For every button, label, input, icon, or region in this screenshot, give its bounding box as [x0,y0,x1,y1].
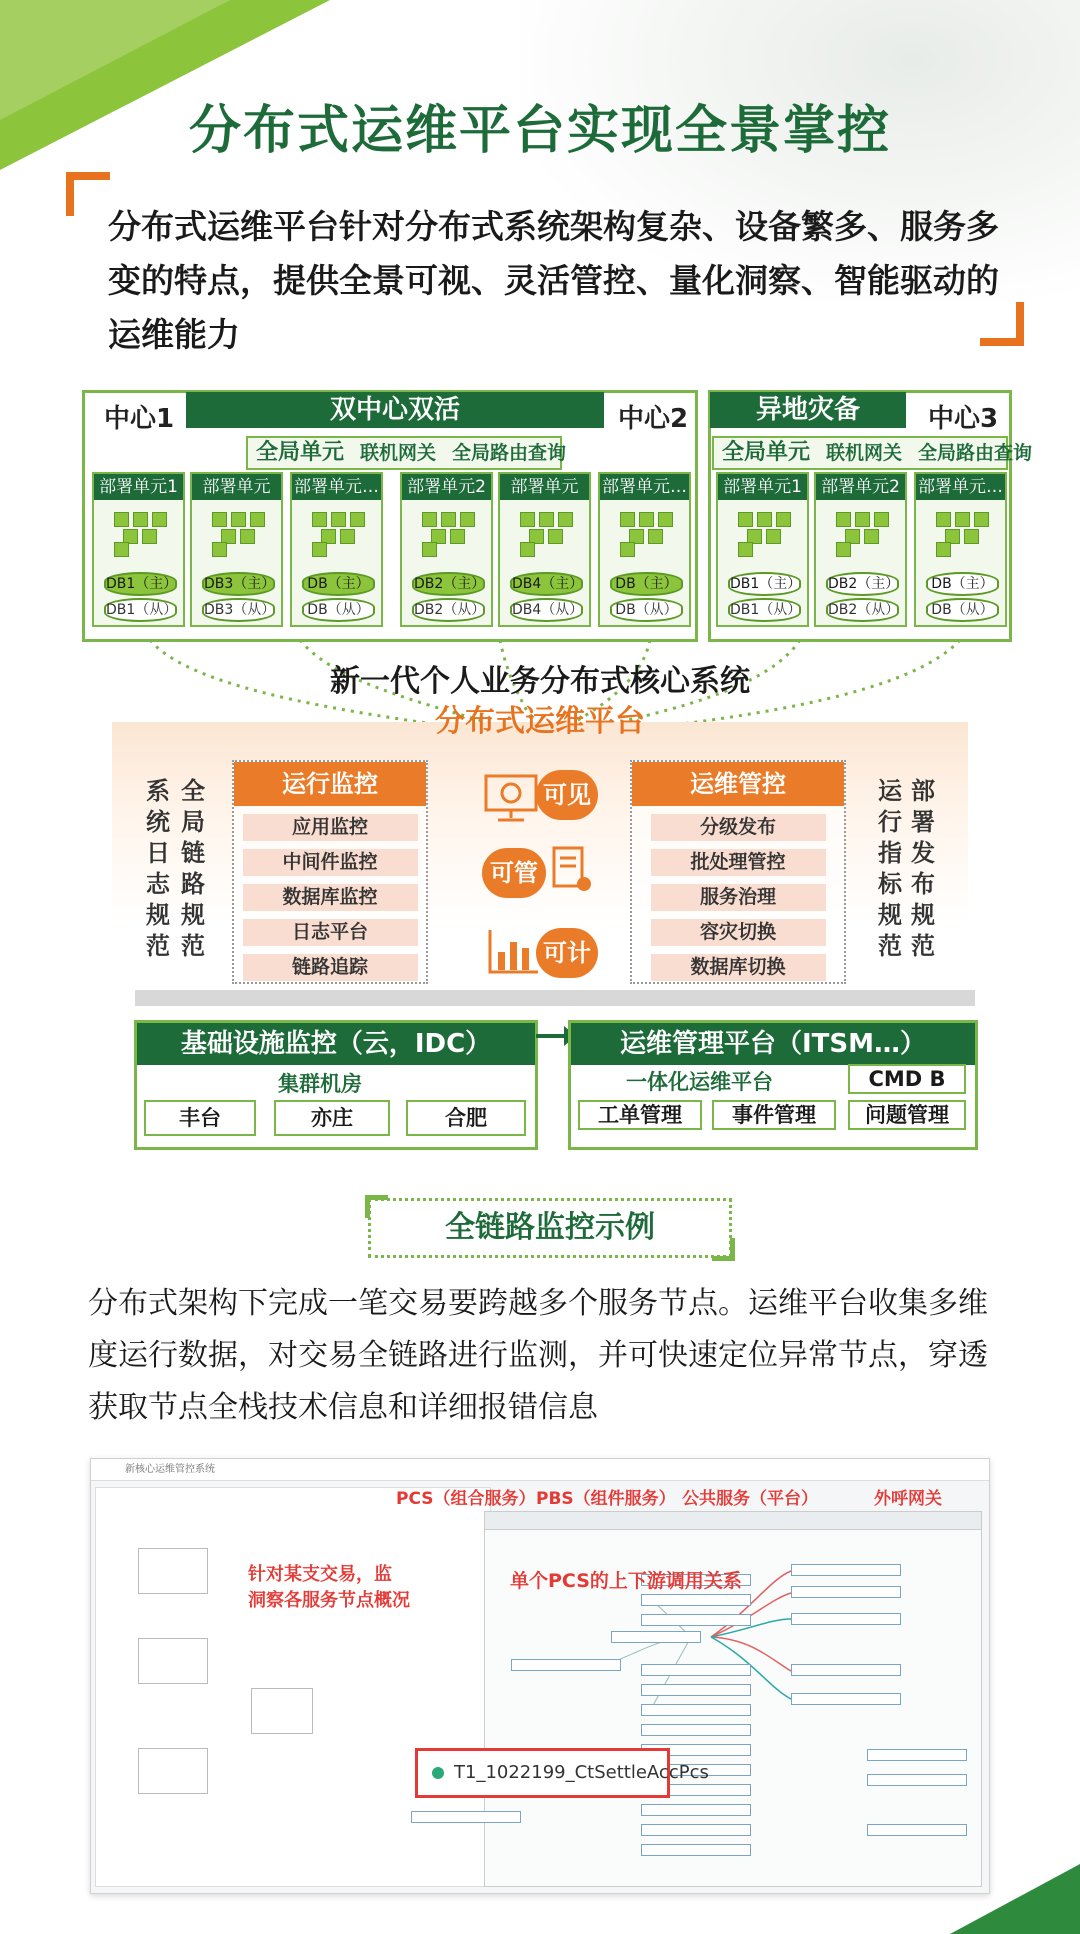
core-system-title: 新一代个人业务分布式核心系统 [330,664,750,699]
label-gateway: 外呼网关 [874,1489,942,1509]
right-node [641,1664,751,1676]
right-node [511,1659,621,1671]
master-db: DB2（主） [826,572,899,596]
right-node [641,1614,751,1626]
right-node [611,1631,701,1643]
slave-db: DB（从） [926,598,999,622]
annotation-call-relations: 单个PCS的上下游调用关系 [510,1570,742,1592]
vertical-label-metrics: 运行指标规范 [878,777,902,960]
right-node [641,1594,751,1606]
right-node [791,1564,901,1576]
vertical-label-global-trace: 全局链路规范 [181,777,205,960]
slave-db: DB4（从） [510,598,583,622]
slave-db: DB3（从） [202,598,275,622]
monitor-category [232,760,428,984]
master-db: DB1（主） [104,572,177,596]
bar-chart-icon [486,926,542,978]
right-node [641,1824,751,1836]
master-db: DB2（主） [412,572,485,596]
document-gear-icon [550,844,596,900]
control-item: 分级发布 [651,814,826,841]
annotation-overview: 针对某支交易，监 洞察各服务节点概况 [248,1564,410,1611]
monitor-item: 数据库监控 [243,884,418,911]
monitor-screen-icon [484,772,544,824]
right-node [641,1724,751,1736]
monitor-item: 中间件监控 [243,849,418,876]
ticket-management: 工单管理 [578,1100,702,1130]
right-node [641,1704,751,1716]
call-graph-lines [91,1459,990,1894]
deployment-unit-name: 部署单元2 [402,474,491,500]
site-hefei: 合肥 [406,1100,526,1136]
master-db: DB（主） [302,572,375,596]
slave-db: DB2（从） [826,598,899,622]
infra-monitor-title: 基础设施监控（云，IDC） [137,1023,535,1065]
control-category-title: 运维管控 [632,762,844,806]
cmdb-box: CMD B [848,1064,966,1094]
center3-label: 中心3 [928,404,999,434]
event-management: 事件管理 [712,1100,836,1130]
slave-db: DB1（从） [104,598,177,622]
slave-db: DB（从） [302,598,375,622]
intro-text: 分布式运维平台针对分布式系统架构复杂、设备繁多、服务多变的特点，提供全景可视、灵活管控、量化洞察、智能驱动的运维能力 [108,207,999,354]
remote-dr-banner: 异地灾备 [710,392,906,428]
dual-active-banner: 双中心双活 [186,392,604,428]
control-category [630,760,846,984]
deployment-unit-name: 部署单元1 [94,474,183,500]
master-db: DB1（主） [728,572,801,596]
deployment-unit-name: 部署单元2 [816,474,905,500]
deployment-unit-name: 部署单元1 [718,474,807,500]
section-title: 全链路监控示例 [368,1198,732,1258]
focused-node[interactable]: T1_1022199_CtSettleAccPcs [415,1748,670,1798]
slave-db: DB2（从） [412,598,485,622]
right-node [867,1824,967,1836]
monitor-item: 日志平台 [243,919,418,946]
deployment-unit-name: 部署单元 [192,474,281,500]
deployment-unit-name: 部署单元… [292,474,381,500]
label-pbs: PBS（组件服务） [536,1489,676,1509]
flow-arrow [536,1034,566,1038]
deployment-unit-name: 部署单元… [916,474,1005,500]
deployment-unit-name: 部署单元… [600,474,689,500]
monitor-item: 链路追踪 [243,954,418,981]
site-fengtai: 丰台 [144,1100,256,1136]
right-node [791,1693,901,1705]
router-label: 全局路由查询 [452,442,567,464]
slave-db: DB1（从） [728,598,801,622]
measurable-pill: 可计 [536,928,598,978]
control-item: 数据库切换 [651,954,826,981]
screenshot-title-bar: 新核心运维管控系统 [91,1459,990,1481]
right-node [791,1613,901,1625]
itsm-title: 运维管理平台（ITSM…） [571,1023,975,1065]
router-label-2: 全局路由查询 [918,442,1033,464]
label-pcs: PCS（组合服务） [396,1489,536,1509]
embedded-screenshot [90,1458,990,1894]
slave-db: DB（从） [610,598,683,622]
cluster-room-label: 集群机房 [278,1072,362,1096]
control-item: 服务治理 [651,884,826,911]
integrated-ops-label: 一体化运维平台 [626,1070,773,1094]
monitor-category-title: 运行监控 [234,762,426,806]
control-item: 批处理管控 [651,849,826,876]
right-node [641,1844,751,1856]
global-unit-label: 全局单元 [256,440,345,465]
vertical-label-syslog: 系统日志规范 [146,777,170,960]
right-node [641,1804,751,1816]
platform-floor [135,990,975,1006]
label-public: 公共服务（平台） [682,1489,818,1509]
master-db: DB4（主） [510,572,583,596]
master-db: DB3（主） [202,572,275,596]
deployment-unit-name: 部署单元 [500,474,589,500]
control-item: 容灾切换 [651,919,826,946]
manageable-pill: 可管 [482,848,546,898]
problem-management: 问题管理 [848,1100,966,1130]
gateway-label: 联机网关 [360,442,437,464]
right-node [411,1811,521,1823]
section-paragraph: 分布式架构下完成一笔交易要跨越多个服务节点。运维平台收集多维度运行数据，对交易全链路进行监测，并可快速定位异常节点，穿透获取节点全栈技术信息和详细报错信息 [88,1286,988,1425]
master-db: DB（主） [926,572,999,596]
center1-label: 中心1 [104,404,175,434]
right-node [791,1664,901,1676]
connection-lines [0,0,1080,760]
center2-label: 中心2 [618,404,689,434]
gateway-label-2: 联机网关 [826,442,903,464]
global-unit-label-2: 全局单元 [722,440,811,465]
page-title: 分布式运维平台实现全景掌控 [188,101,891,161]
monitor-item: 应用监控 [243,814,418,841]
site-yizhuang: 亦庄 [274,1100,390,1136]
vertical-label-deploy: 部署发布规范 [911,777,935,960]
master-db: DB（主） [610,572,683,596]
ops-platform-title: 分布式运维平台 [435,704,645,739]
right-node [791,1586,901,1598]
right-node [867,1749,967,1761]
right-node [641,1684,751,1696]
visible-pill: 可见 [536,770,598,820]
right-node [867,1774,967,1786]
